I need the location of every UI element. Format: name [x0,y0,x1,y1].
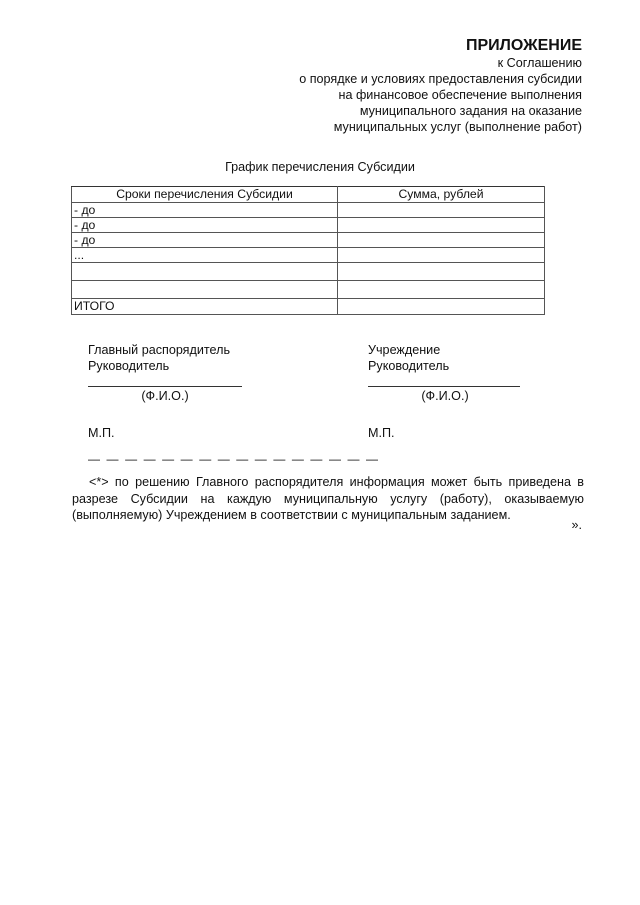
amount-cell [338,233,545,248]
signature-line [368,386,520,387]
signature-org: Учреждение [368,343,441,357]
amount-cell [338,203,545,218]
date-cell: ... [72,248,338,263]
appendix-header [222,36,582,135]
appendix-line: муниципальных услуг (выполнение работ) [333,120,582,134]
amount-cell [338,218,545,233]
seal-mark: М.П. [368,426,395,440]
date-cell: - до [72,218,338,233]
amount-cell [338,248,545,263]
amount-cell [338,281,545,299]
signature-name-hint: (Ф.И.О.) [421,389,469,403]
appendix-line: к Соглашению [497,56,582,70]
table-row [72,281,545,299]
closing-quote: ». [571,518,582,532]
footnote-text: <*> по решению Главного распорядителя информация может быть приведена в разрезе Субсидии на каждую муниципальную услугу (работу), оказываемую (выполняемую) Учреждением в соответствии с муниципальным заданием. [72,475,584,522]
table-row [72,263,545,281]
signature-block-left [88,342,268,441]
amount-cell [338,263,545,281]
signature-title: Руководитель [368,359,450,373]
schedule-table [71,186,545,315]
column-header-dates: Сроки перечисления Субсидии [72,187,338,203]
signature-line [88,386,242,387]
footnote-separator: — — — — — — — — — — — — — — — — [88,452,380,466]
date-cell [72,281,338,299]
column-header-amount: Сумма, рублей [338,187,545,203]
date-cell [72,263,338,281]
seal-mark: М.П. [88,426,115,440]
total-row [72,299,545,315]
appendix-line: о порядке и условиях предоставления субсидии [299,72,582,86]
signature-title: Руководитель [88,359,170,373]
appendix-heading: ПРИЛОЖЕНИЕ [466,37,582,54]
schedule-title: График перечисления Субсидии [225,160,415,174]
signature-block-right [368,342,548,441]
signature-org: Главный распорядитель [88,343,231,357]
date-cell: - до [72,203,338,218]
appendix-line: муниципального задания на оказание [359,104,582,118]
appendix-line: на финансовое обеспечение выполнения [338,88,582,102]
table-row [72,233,545,248]
table-row [72,203,545,218]
date-cell: - до [72,233,338,248]
table-header-row [72,187,545,203]
total-label: ИТОГО [72,299,338,315]
signature-name-hint: (Ф.И.О.) [141,389,189,403]
table-row [72,248,545,263]
total-amount-cell [338,299,545,315]
table-row [72,218,545,233]
